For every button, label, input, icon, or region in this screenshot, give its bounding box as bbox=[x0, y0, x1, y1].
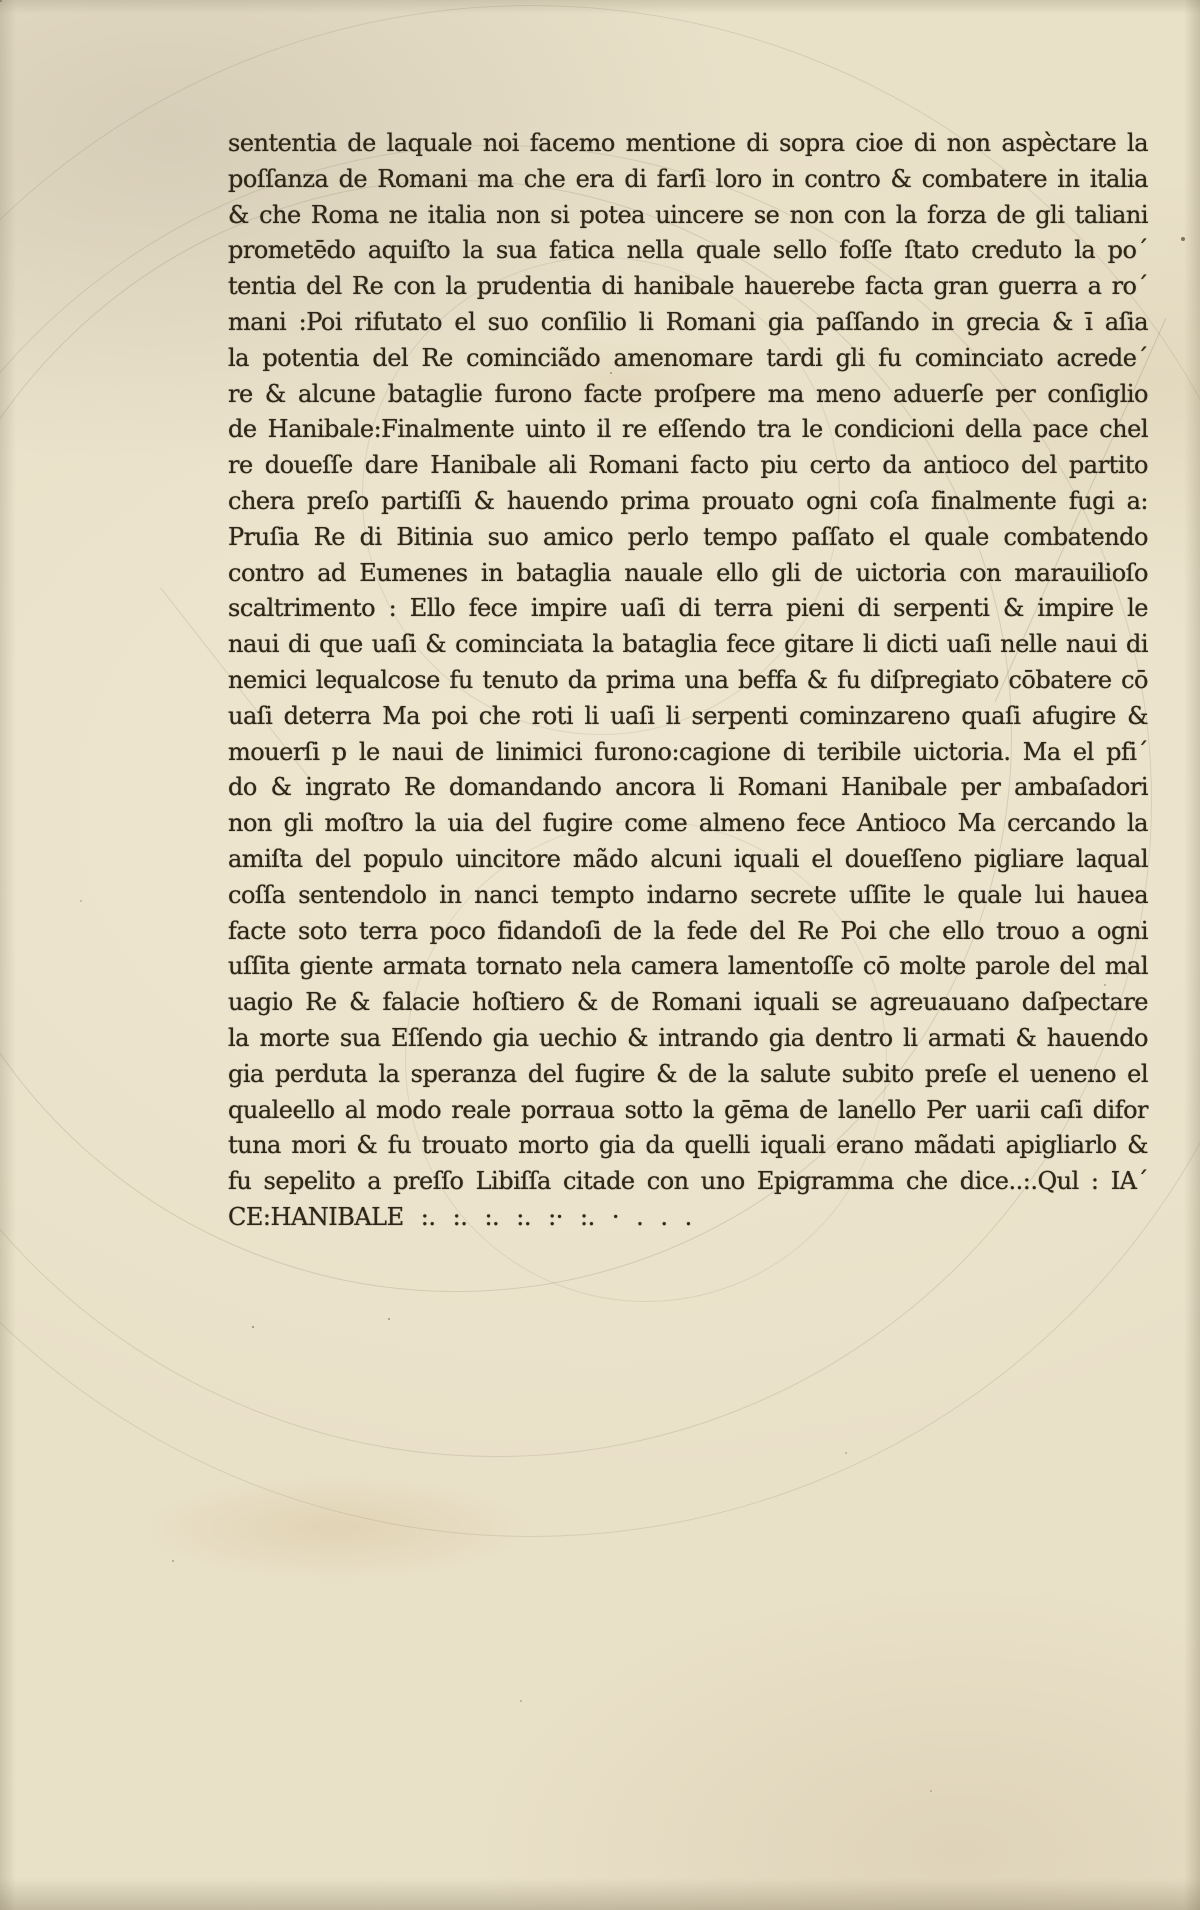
text-line: facte soto terra poco fidandoſi de la fede del Re Poi che ello trouo a ogni bbox=[228, 916, 1148, 945]
text-block bbox=[228, 126, 1148, 1236]
text-line: la potentia del Re cominciãdo amenomare tardi gli fu cominciato acrede´ bbox=[228, 343, 1148, 372]
text-line-epitaph: CE:HANIBALE :. :. :. :. :· :. · . . . bbox=[228, 1202, 692, 1231]
text-line: prometēdo aquiſto la sua fatica nella quale sello foſſe ſtato creduto la po´ bbox=[228, 236, 1148, 265]
paper-specks bbox=[0, 0, 2, 2]
text-line: re doueſſe dare Hanibale ali Romani facto piu certo da antioco del partito bbox=[228, 451, 1148, 480]
text-line: uagio Re & falacie hoſtiero & de Romani iquali se agreuauano daſpectare bbox=[228, 988, 1148, 1017]
text-line: fu sepelito a preſſo Libiſſa citade con uno Epigramma che dice..:.Qul : IA´ bbox=[228, 1167, 1148, 1196]
text-line: amiſta del populo uincitore mãdo alcuni iquali el doueſſeno pigliare laqual bbox=[228, 844, 1148, 873]
text-line: sententia de laquale noi facemo mentione di sopra cioe di non aspèctare la bbox=[228, 129, 1148, 157]
text-line: qualeello al modo reale porraua sotto la gēma de lanello Per uarii caſi difor bbox=[228, 1095, 1148, 1124]
text-line: tuna mori & fu trouato morto gia da quelli iquali erano mãdati apigliarlo & bbox=[228, 1131, 1148, 1160]
text-line: uaſi deterra Ma poi che roti li uaſi li serpenti cominzareno quaſi afugire & bbox=[228, 701, 1148, 730]
text-line: de Hanibale:Finalmente uinto il re eſſendo tra le condicioni della pace chel bbox=[228, 415, 1148, 444]
text-line: mani :Poi rifutato el suo conſilio li Romani gia paſſando in grecia & ī aſia bbox=[228, 307, 1148, 336]
text-line: gia perduta la speranza del fugire & de la salute subito preſe el ueneno el bbox=[228, 1059, 1148, 1088]
text-line: coſſa sentendolo in nanci tempto indarno secrete uſſite le quale lui hauea bbox=[228, 880, 1148, 909]
text-line: scaltrimento : Ello fece impire uaſi di terra pieni di serpenti & impire le bbox=[228, 594, 1148, 623]
text-line: contro ad Eumenes in bataglia nauale ello gli de uictoria con marauilioſo bbox=[228, 558, 1148, 587]
text-line: naui di que uaſi & cominciata la bataglia fece gitare li dicti uaſi nelle naui di bbox=[228, 630, 1148, 659]
text-line: uſſita giente armata tornato nela camera lamentoſſe cō molte parole del mal bbox=[228, 952, 1148, 981]
text-line: non gli moſtro la uia del fugire come almeno fece Antioco Ma cercando la bbox=[228, 809, 1148, 838]
text-line: re & alcune bataglie furono facte proſpere ma meno aduerſe per conſiglio bbox=[228, 379, 1148, 408]
text-line: mouerſi p le naui de linimici furono:cagione di teribile uictoria. Ma el pfi´ bbox=[228, 737, 1148, 766]
text-line: tentia del Re con la prudentia di hanibale hauerebe facta gran guerra a ro´ bbox=[228, 272, 1148, 301]
text-line: Pruſia Re di Bitinia suo amico perlo tempo paſſato el quale combatendo bbox=[228, 522, 1148, 551]
text-line: do & ingrato Re domandando ancora li Romani Hanibale per ambaſadori bbox=[228, 773, 1148, 802]
text-line: la morte sua Eſſendo gia uechio & intrando gia dentro li armati & hauendo bbox=[228, 1023, 1148, 1052]
text-line: poſſanza de Romani ma che era di farſi loro in contro & combatere in italia bbox=[228, 164, 1148, 193]
text-line: chera preſo partiſſi & hauendo prima prouato ogni coſa finalmente fugi a: bbox=[228, 486, 1148, 515]
text-line: nemici lequalcose fu tenuto da prima una beffa & fu diſpregiato cōbatere cō bbox=[228, 665, 1148, 694]
text-line: & che Roma ne italia non si potea uincere se non con la forza de gli taliani bbox=[228, 200, 1148, 229]
